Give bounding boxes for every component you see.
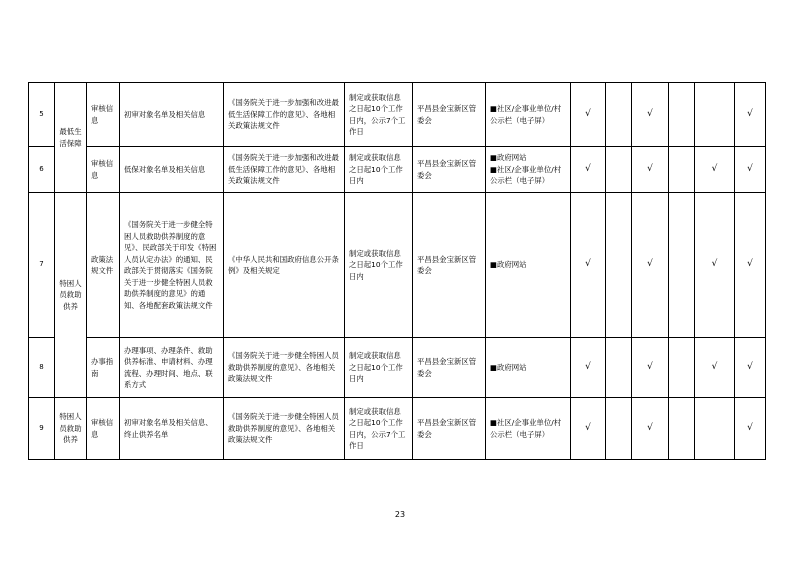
subcategory-cell: 审核信息: [87, 147, 120, 193]
row-number: 6: [29, 147, 55, 193]
content-cell: 初审对象名单及相关信息: [120, 83, 224, 147]
channel-item: ■政府网站: [490, 362, 527, 372]
time-limit-cell: 制定或获取信息之日起10个工作日内，公示7个工作日: [345, 83, 413, 147]
subject-cell: 平昌县金宝新区管委会: [413, 398, 486, 460]
check-cell: [695, 83, 735, 147]
table-row: [29, 193, 766, 338]
check-cell: [606, 398, 632, 460]
check-cell: √: [571, 398, 606, 460]
content-cell: 初审对象名单及相关信息、终止供养名单: [120, 398, 224, 460]
channel-item: ■社区/企事业单位/村公示栏（电子屏）: [490, 104, 562, 125]
subcategory-cell: 审核信息: [87, 83, 120, 147]
channel-cell: [486, 83, 571, 147]
check-cell: √: [735, 338, 766, 398]
row-number: 7: [29, 193, 55, 338]
subject-cell: 平昌县金宝新区管委会: [413, 193, 486, 338]
subject-cell: 平昌县金宝新区管委会: [413, 147, 486, 193]
table-row: [29, 338, 766, 398]
disclosure-table: [28, 82, 766, 460]
channel-item: ■社区/企事业单位/村公示栏（电子屏）: [490, 418, 562, 439]
check-cell: √: [735, 398, 766, 460]
check-cell: √: [735, 83, 766, 147]
check-cell: √: [632, 193, 669, 338]
check-cell: [606, 193, 632, 338]
time-limit-cell: 制定或获取信息之日起10个工作日内，公示7个工作日: [345, 398, 413, 460]
basis-cell: 《国务院关于进一步健全特困人员救助供养制度的意见》、各地相关政策法规文件: [224, 338, 345, 398]
table-row: [29, 147, 766, 193]
check-cell: √: [571, 338, 606, 398]
check-cell: [669, 398, 695, 460]
time-limit-cell: 制定或获取信息之日起10个工作日内: [345, 193, 413, 338]
channel-cell: [486, 398, 571, 460]
category-cell: 最低生活保障: [55, 83, 87, 193]
check-cell: √: [571, 83, 606, 147]
channel-item: ■政府网站: [490, 153, 527, 163]
subcategory-cell: 办事指南: [87, 338, 120, 398]
check-cell: [669, 83, 695, 147]
subcategory-cell: 政策法规文件: [87, 193, 120, 338]
category-cell: 特困人员救助供养: [55, 398, 87, 460]
channel-item: ■政府网站: [490, 260, 527, 270]
time-limit-cell: 制定或获取信息之日起10个工作日内: [345, 338, 413, 398]
check-cell: √: [632, 338, 669, 398]
check-cell: [669, 193, 695, 338]
check-cell: [669, 338, 695, 398]
content-cell: 低保对象名单及相关信息: [120, 147, 224, 193]
check-cell: [695, 398, 735, 460]
check-cell: √: [632, 83, 669, 147]
time-limit-cell: 制定或获取信息之日起10个工作日内: [345, 147, 413, 193]
table-row: [29, 398, 766, 460]
channel-cell: [486, 193, 571, 338]
subcategory-cell: 审核信息: [87, 398, 120, 460]
page-number: 23: [394, 510, 406, 519]
check-cell: √: [695, 338, 735, 398]
basis-cell: 《国务院关于进一步加强和改进最低生活保障工作的意见》、各地相关政策法规文件: [224, 83, 345, 147]
check-cell: √: [735, 193, 766, 338]
row-number: 8: [29, 338, 55, 398]
check-cell: √: [571, 147, 606, 193]
channel-item: ■社区/企事业单位/村公示栏（电子屏）: [490, 164, 562, 186]
row-number: 9: [29, 398, 55, 460]
basis-cell: 《国务院关于进一步健全特困人员救助供养制度的意见》、各地相关政策法规文件: [224, 398, 345, 460]
check-cell: √: [735, 147, 766, 193]
check-cell: √: [632, 398, 669, 460]
channel-cell: [486, 338, 571, 398]
table-row: [29, 83, 766, 147]
content-cell: 《国务院关于进一步健全特困人员救助供养制度的意见》、民政部关于印发《特困人员认定办法》的通知、民政部关于贯彻落实《国务院关于进一步健全特困人员救助供养制度的意见》的通知、各地配套政策法规文件: [120, 193, 224, 338]
check-cell: [606, 83, 632, 147]
basis-cell: 《中华人民共和国政府信息公开条例》及相关规定: [224, 193, 345, 338]
check-cell: [669, 147, 695, 193]
channel-cell: [486, 147, 571, 193]
check-cell: √: [632, 147, 669, 193]
check-cell: √: [571, 193, 606, 338]
check-cell: [606, 147, 632, 193]
check-cell: √: [695, 147, 735, 193]
subject-cell: 平昌县金宝新区管委会: [413, 338, 486, 398]
check-cell: [606, 338, 632, 398]
content-cell: 办理事项、办理条件、救助供养标准、申请材料、办理流程、办理时间、地点、联系方式: [120, 338, 224, 398]
basis-cell: 《国务院关于进一步加强和改进最低生活保障工作的意见》、各地相关政策法规文件: [224, 147, 345, 193]
check-cell: √: [695, 193, 735, 338]
subject-cell: 平昌县金宝新区管委会: [413, 83, 486, 147]
row-number: 5: [29, 83, 55, 147]
category-cell: 特困人员救助供养: [55, 193, 87, 398]
